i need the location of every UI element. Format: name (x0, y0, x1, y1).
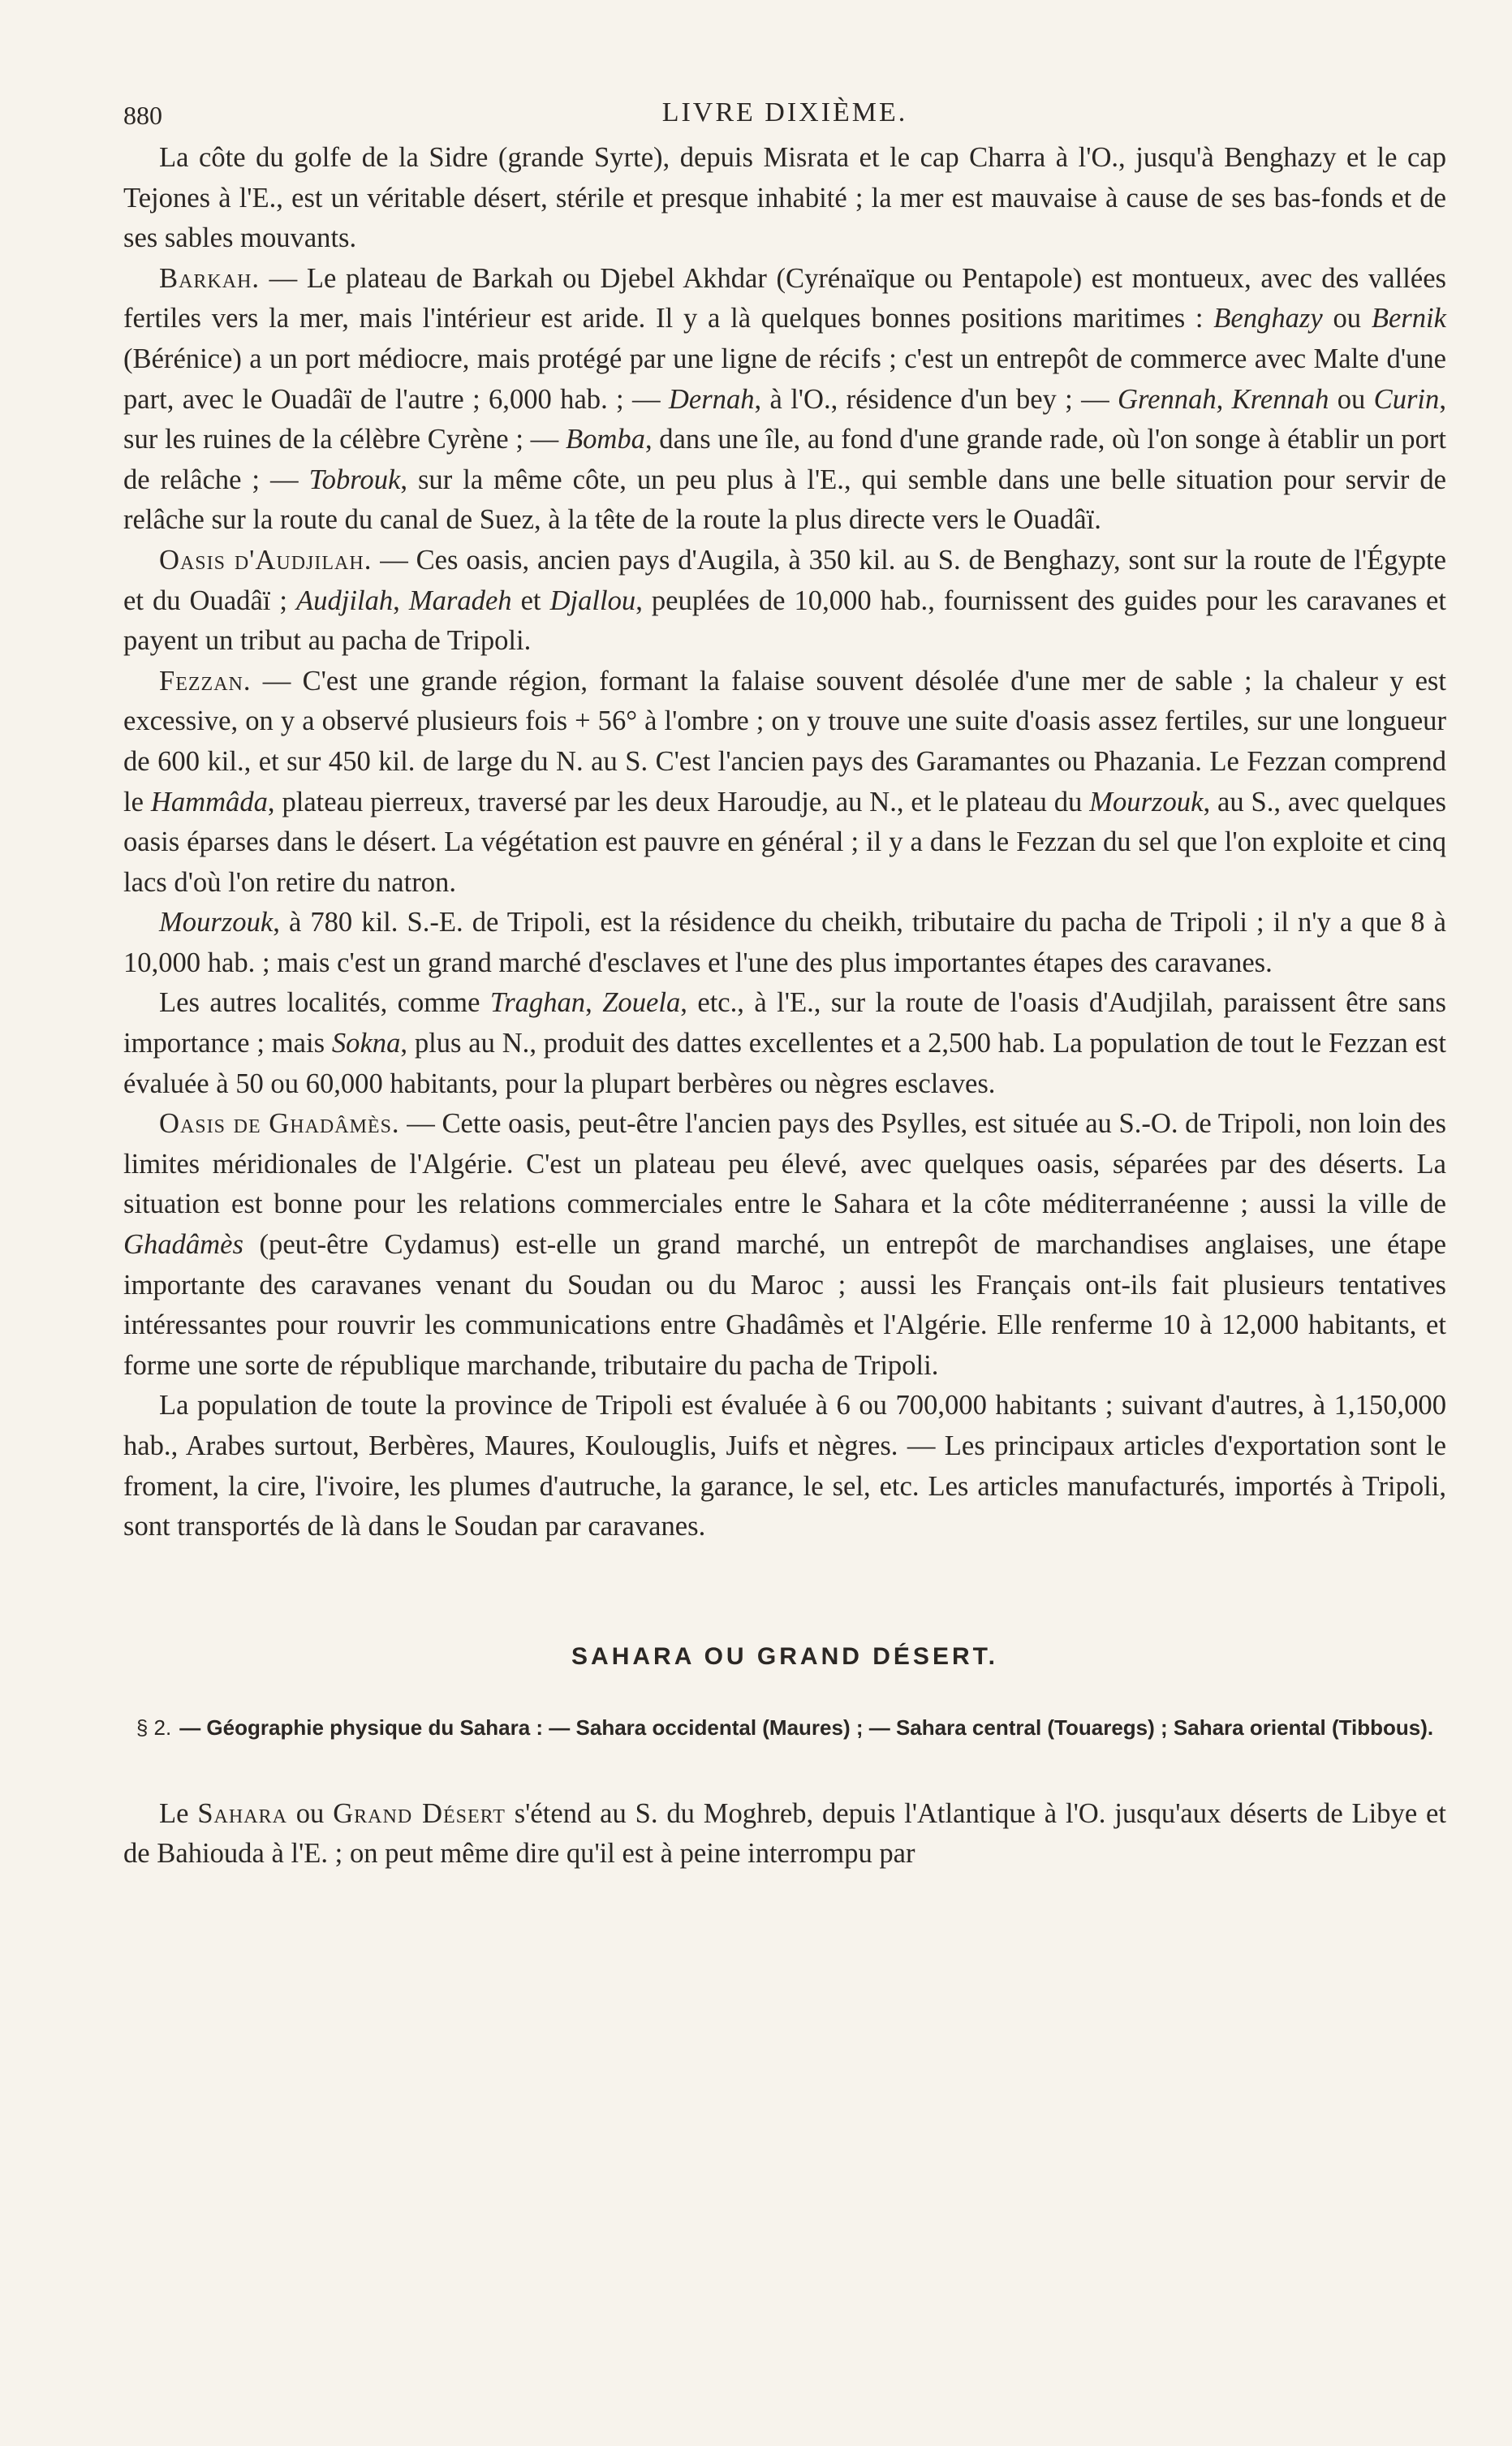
section-subheading (123, 1710, 1446, 1745)
text-run: Les autres localités, comme (159, 987, 490, 1019)
place-name: Mourzouk (159, 907, 274, 938)
paragraph-mourzouk (123, 903, 1446, 983)
place-name: Bomba (565, 424, 645, 455)
paragraph-label: Oasis de Ghadâmès. (159, 1108, 400, 1140)
text-run: ou (1322, 303, 1372, 334)
place-name: Hammâda (150, 786, 268, 817)
text-run: , plateau pierreux, traversé par les deux Haroudje, au N., et le plateau du (267, 786, 1090, 817)
text-run: , peuplées de 10,000 hab., fournissent des guides pour les caravanes et payent un tribut au pacha de Tripoli. (123, 585, 1446, 657)
text-run: , dans une île, au fond d'une grande rade, où l'on songe à établir un port de relâche ; — (123, 424, 1446, 495)
text-run: et (511, 585, 550, 616)
text-run: , sur la même côte, un peu plus à l'E., qui semble dans une belle situation pour servir de relâche sur la route du canal de Suez, à la tête de la route la plus directe vers le Ouadâï. (123, 464, 1446, 536)
page (123, 89, 1446, 1874)
place-name: Ghadâmès (123, 1229, 243, 1261)
place-name: Dernah (668, 383, 755, 415)
paragraph-ghadames (123, 1104, 1446, 1386)
place-name: Traghan (489, 987, 586, 1019)
text-run: ou (286, 1797, 334, 1829)
paragraph-label: Fezzan. (159, 665, 252, 697)
paragraph-other-localities (123, 983, 1446, 1104)
paragraph-label: Oasis d'Audjilah. (159, 544, 373, 576)
term: Sahara (197, 1797, 287, 1829)
text-run: — Ces oasis, ancien pays d'Augila, à 350 kil. au S. de Benghazy, sont sur la route de l'Égypte et du Ouadâï ; (123, 544, 1446, 616)
body-text (123, 138, 1446, 1547)
text-run: Le (159, 1797, 198, 1829)
place-name: Benghazy (1213, 303, 1323, 334)
text-run: , (585, 987, 603, 1019)
term: Grand Désert (333, 1797, 506, 1829)
paragraph-label: Barkah. (159, 262, 261, 294)
text-run: — Le plateau de Barkah ou Djebel Akhdar (Cyrénaïque ou Pentapole) est montueux, avec des vallées fertiles vers la mer, mais l'intérieur est aride. Il y a là quelques bonnes positions maritimes : (123, 262, 1446, 334)
paragraph-syrte-coast: La côte du golfe de la Sidre (grande Syrte), depuis Misrata et le cap Charra à l'O., jusqu'à Benghazy et le cap Tejones à l'E., est un véritable désert, stérile et presque inhabité ; la mer est mauvaise à cause de ses bas-fonds et de ses sables mouvants. (123, 142, 1446, 254)
section-mark: § 2. (136, 1715, 172, 1740)
paragraph-sahara-intro (123, 1794, 1446, 1874)
text-run: , sur les ruines de la célèbre Cyrène ; — (123, 383, 1446, 455)
text-run: — Cette oasis, peut-être l'ancien pays des Psylles, est située au S.-O. de Tripoli, non loin des limites méridionales de l'Algérie. C'est un plateau peu élevé, avec quelques oasis, séparées par des déserts. La situation est bonne pour les relations commerciales entre le Sahara et la côte méditerranéenne ; aussi la ville de (123, 1108, 1446, 1220)
subheading-text: — Géographie physique du Sahara : — Sahara occidental (Maures) ; — Sahara central (Touaregs) ; Sahara oriental (Tibbous). (179, 1715, 1434, 1740)
place-name: Curin (1373, 383, 1440, 415)
sahara-body (123, 1794, 1446, 1874)
text-run: , au S., avec quelques oasis éparses dans le désert. La végétation est pauvre en général ; il y a dans le Fezzan du sel que l'on exploite et cinq lacs d'où l'on retire du natron. (123, 786, 1446, 898)
place-name: Bernik (1371, 303, 1446, 334)
place-name: Tobrouk (308, 464, 401, 495)
place-name: Grennah, Krennah (1118, 383, 1329, 415)
paragraph-audjilah (123, 541, 1446, 662)
text-run: , etc., à l'E., sur la route de l'oasis d'Audjilah, paraissent être sans importance ; mais (123, 987, 1447, 1059)
running-title: LIVRE DIXIÈME. (661, 97, 908, 127)
paragraph-barkah (123, 259, 1446, 541)
place-name: Sokna (331, 1028, 401, 1059)
text-run: ou (1329, 383, 1374, 415)
page-header (123, 89, 1446, 138)
text-run: , plus au N., produit des dattes excellentes et a 2,500 hab. La population de tout le Fezzan est évaluée à 50 ou 60,000 habitants, pour la plupart berbères ou nègres esclaves. (123, 1028, 1446, 1099)
page-number: 880 (123, 101, 162, 130)
text-run: — C'est une grande région, formant la falaise souvent désolée d'une mer de sable ; la chaleur y est excessive, on y a observé plusieurs fois + 56° à l'ombre ; on y trouve une suite d'oasis assez fertiles, sur une longueur de 600 kil., et sur 450 kil. de large du N. au S. C'est l'ancien pays des Garamantes ou Phazania. Le Fezzan comprend le (123, 665, 1446, 817)
place-name: Djallou (549, 585, 636, 616)
text-run: , (393, 585, 409, 616)
paragraph-population: La population de toute la province de Tripoli est évaluée à 6 ou 700,000 habitants ; suivant d'autres, à 1,150,000 hab., Arabes surtout, Berbères, Maures, Koulouglis, Juifs et nègres. — Les principaux articles d'exportation sont le froment, la cire, l'ivoire, les plumes d'autruche, la garance, le sel, etc. Les articles manufacturés, importés à Tripoli, sont transportés de là dans le Soudan par caravanes. (123, 1390, 1446, 1542)
place-name: Zouela (602, 987, 681, 1019)
place-name: Mourzouk (1089, 786, 1204, 817)
text-run: s'étend au S. du Moghreb, depuis l'Atlantique à l'O. jusqu'aux déserts de Libye et de Bahiouda à l'E. ; on peut même dire qu'il est à peine interrompu par (123, 1797, 1446, 1870)
text-run: , à 780 kil. S.-E. de Tripoli, est la résidence du cheikh, tributaire du pacha de Tripoli ; il n'y a que 8 à 10,000 hab. ; mais c'est un grand marché d'esclaves et l'une des plus importantes étapes des caravanes. (123, 907, 1446, 978)
text-run: (Bérénice) a un port médiocre, mais protégé par une ligne de récifs ; c'est un entrepôt de commerce avec Malte d'une part, avec le Ouadâï de l'autre ; 6,000 hab. ; — (123, 343, 1446, 415)
text-run: , à l'O., résidence d'un bey ; — (754, 383, 1118, 415)
paragraph-fezzan (123, 662, 1446, 904)
section-title: SAHARA OU GRAND DÉSERT. (571, 1642, 998, 1670)
place-name: Maradeh (408, 585, 512, 616)
text-run: (peut-être Cydamus) est-elle un grand marché, un entrepôt de marchandises anglaises, une étape importante des caravanes venant du Soudan ou du Maroc ; aussi les Français ont-ils fait plusieurs tentatives intéressantes pour rouvrir les communications entre Ghadâmès et l'Algérie. Elle renferme 10 à 12,000 habitants, et forme une sorte de république marchande, tributaire du pacha de Tripoli. (123, 1229, 1446, 1381)
place-name: Audjilah (296, 585, 394, 616)
